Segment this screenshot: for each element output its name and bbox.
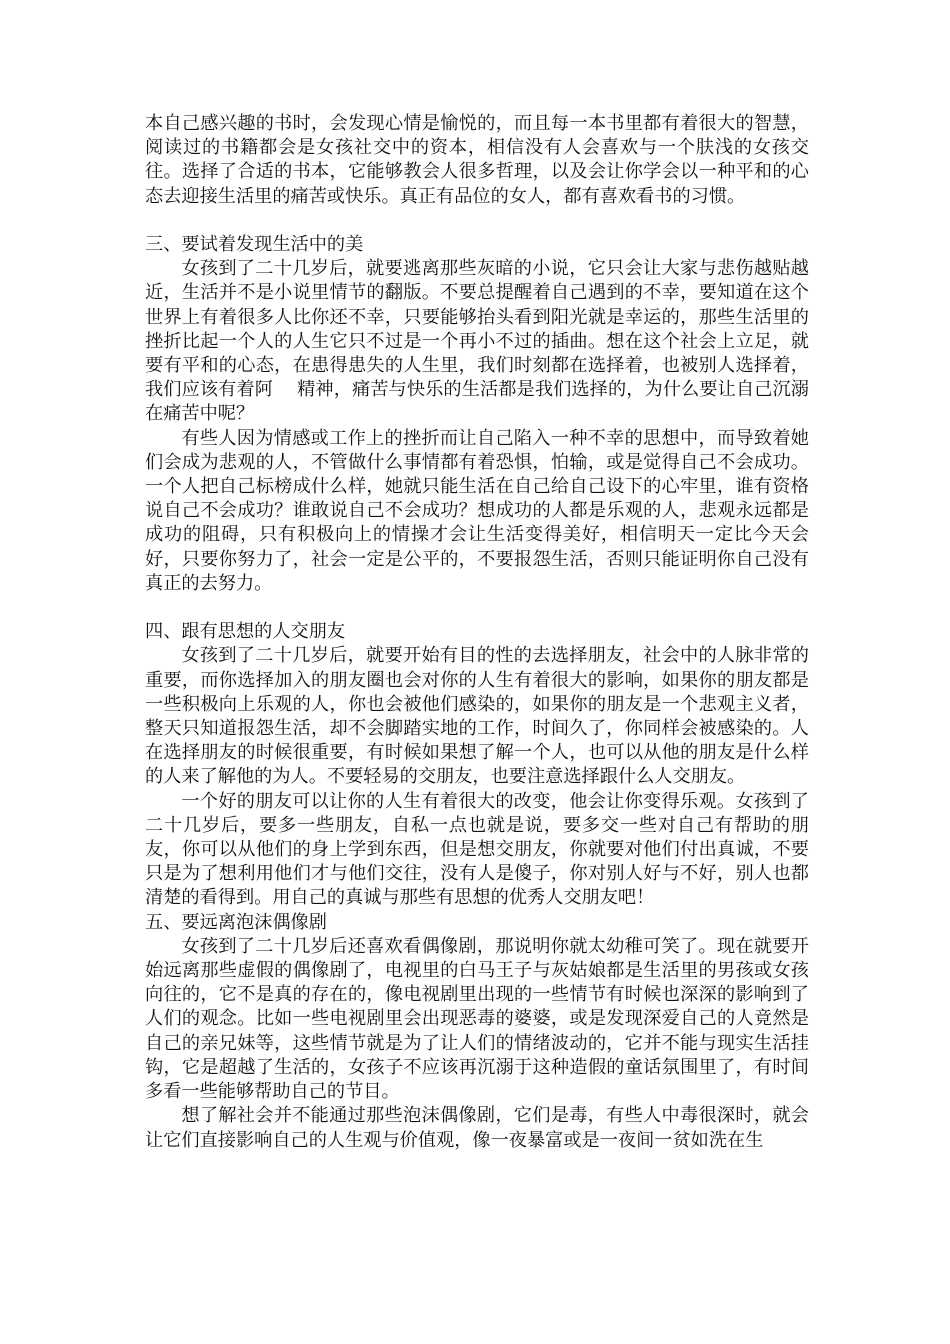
section-4-paragraph-2: 一个好的朋友可以让你的人生有着很大的改变，他会让你变得乐观。女孩到了二十几岁后，要多一些朋友，自私一点也就是说，要多交一些对自己有帮助的朋友，你可以从他们的身上学到东西，但是想交朋友，你就要对他们付出真诚，不要只是为了想利用他们才与他们交往，没有人是傻子，你对别人好与不好，别人也都清楚的看得到。用自己的真诚与那些有思想的优秀人交朋友吧！ [145, 790, 809, 909]
section-4-heading: 四、跟有思想的人交朋友 [145, 621, 346, 643]
intro-paragraph: 本自己感兴趣的书时，会发现心情是愉悦的，而且每一本书里都有着很大的智慧，阅读过的书籍都会是女孩社交中的资本，相信没有人会喜欢与一个肤浅的女孩交往。选择了合适的书本，它能够教会人很多哲理，以及会让你学会以一种平和的心态去迎接生活里的痛苦或快乐。真正有品位的女人，都有喜欢看书的习惯。 [145, 113, 809, 207]
section-5-paragraph-2: 想了解社会并不能通过那些泡沫偶像剧，它们是毒，有些人中毒很深时，就会让它们直接影响自己的人生观与价值观，像一夜暴富或是一夜间一贫如洗在生 [145, 1105, 809, 1151]
section-3-paragraph-1: 女孩到了二十几岁后，就要逃离那些灰暗的小说，它只会让大家与悲伤越贴越近，生活并不是小说里情节的翻版。不要总提醒着自己遇到的不幸，要知道在这个世界上有着很多人比你还不幸，只要能够抬头看到阳光就是幸运的，那些生活里的挫折比起一个人的人生它只不过是一个再小不过的插曲。想在这个社会上立足，就要有平和的心态，在患得患失的人生里，我们时刻都在选择着，也被别人选择着，我们应该有着阿 精神，痛苦与快乐的生活都是我们选择的，为什么要让自己沉溺在痛苦中呢？ [145, 258, 809, 425]
section-3-paragraph-2: 有些人因为情感或工作上的挫折而让自己陷入一种不幸的思想中，而导致着她们会成为悲观的人，不管做什么事情都有着恐惧，怕输，或是觉得自己不会成功。一个人把自己标榜成什么样，她就只能生活在自己给自己设下的心牢里，谁有资格说自己不会成功？谁敢说自己不会成功？想成功的人都是乐观的人，悲观永远都是成功的阻碍，只有积极向上的情操才会让生活变得美好，相信明天一定比今天会好，只要你努力了，社会一定是公平的，不要报怨生活，否则只能证明你自己没有真正的去努力。 [145, 427, 809, 594]
section-3-heading: 三、要试着发现生活中的美 [145, 234, 364, 255]
section-gap [145, 596, 809, 620]
section-4-paragraph-1: 女孩到了二十几岁后，就要开始有目的性的去选择朋友，社会中的人脉非常的重要，而你选择加入的朋友圈也会对你的人生有着很大的影响，如果你的朋友都是一些积极向上乐观的人，你也会被他们感染的，如果你的朋友是一个悲观主义者，整天只知道报怨生活，却不会脚踏实地的工作，时间久了，你同样会被感染的。人在选择朋友的时候很重要，有时候如果想了解一个人，也可以从他的朋友是什么样的人来了解他的为人。不要轻易的交朋友，也要注意选择跟什么人交朋友。 [145, 645, 809, 788]
section-gap [145, 209, 809, 233]
section-5-heading: 五、要远离泡沫偶像剧 [145, 911, 327, 933]
document-page [145, 112, 809, 1153]
section-5-paragraph-1: 女孩到了二十几岁后还喜欢看偶像剧，那说明你就太幼稚可笑了。现在就要开始远离那些虚假的偶像剧了，电视里的白马王子与灰姑娘都是生活里的男孩或女孩向往的，它不是真的存在的，像电视剧里出现的一些情节有时候也深深的影响到了人们的观念。比如一些电视剧里会出现恶毒的婆婆，或是发现深爱自己的人竟然是自己的亲兄妹等，这些情节就是为了让人们的情绪波动的，它并不能与现实生活挂钩，它是超越了生活的，女孩子不应该再沉溺于这种造假的童话氛围里了，有时间多看一些能够帮助自己的节目。 [145, 935, 809, 1103]
